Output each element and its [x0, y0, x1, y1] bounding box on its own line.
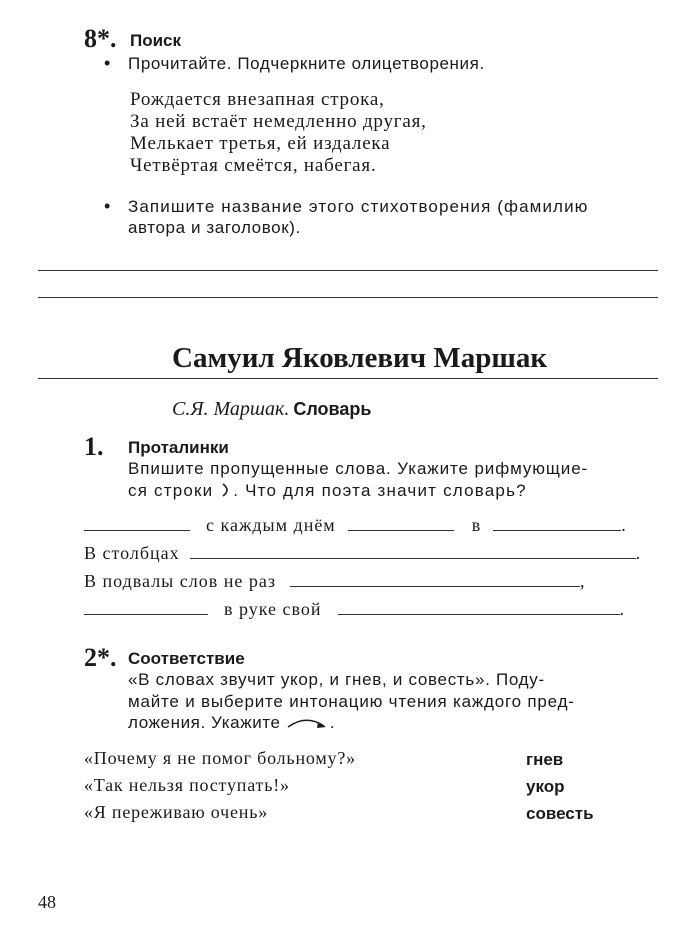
poem-line-2: За ней встаёт немедленно другая, — [130, 111, 427, 132]
answer-option-2[interactable]: укор — [526, 777, 565, 796]
task2-title: Соответствие — [128, 649, 245, 668]
task2-instruction-line3 — [128, 713, 335, 733]
task1-title: Проталинки — [128, 438, 229, 457]
fill-line-3[interactable] — [84, 571, 658, 592]
task8-title: Поиск — [130, 31, 182, 50]
fill-line-text: В подвалы слов не раз — [84, 571, 276, 591]
fill-line-punct: . — [635, 543, 642, 563]
task1-instruction-line2 — [128, 481, 527, 501]
bullet-icon: • — [104, 53, 111, 73]
task8-instruction2-line1: Запишите название этого стихотворения (фамилию — [128, 197, 589, 216]
task1-instruction-part: . Что для поэта значит словарь? — [233, 481, 527, 500]
section-divider — [38, 378, 658, 379]
fill-line-text: в руке свой — [224, 599, 322, 619]
byline-title: Словарь — [293, 399, 372, 419]
answer-option-3[interactable]: совесть — [526, 804, 594, 823]
task2-instruction-part: ложения. Укажите — [128, 713, 281, 732]
fill-line-text: с каждым днём — [206, 515, 336, 535]
fill-line-text: В столбцах — [84, 543, 180, 563]
sentence-3: «Я переживаю очень» — [84, 802, 269, 822]
sentence-1: «Почему я не помог больному?» — [84, 748, 356, 768]
task2-number: 2*. — [84, 643, 117, 672]
byline-author: С.Я. Маршак. — [172, 398, 290, 420]
task8-number: 8*. — [84, 24, 117, 53]
blank-field[interactable] — [290, 572, 580, 587]
page-number: 48 — [38, 892, 56, 912]
poem-line-3: Мелькает третья, ей издалека — [130, 133, 391, 154]
blank-field[interactable] — [348, 516, 454, 531]
fill-line-punct: . — [621, 515, 627, 535]
intonation-arrow-icon — [286, 713, 330, 732]
blank-field[interactable] — [338, 600, 620, 615]
answer-option-1[interactable]: гнев — [526, 750, 564, 769]
fill-line-1[interactable] — [84, 515, 658, 536]
task1-instruction-part: ся строки — [128, 481, 214, 500]
byline — [172, 398, 371, 421]
blank-field[interactable] — [84, 516, 190, 531]
task1-instruction-line1: Впишите пропущенные слова. Укажите рифмующие- — [128, 459, 589, 478]
fill-line-punct: , — [579, 571, 586, 591]
poem-line-4: Четвёртая смеётся, набегая. — [130, 155, 377, 176]
answer-line-2[interactable] — [38, 297, 658, 298]
task8-instruction1: Прочитайте. Подчеркните олицетворения. — [128, 54, 485, 73]
bullet-icon: • — [104, 196, 111, 216]
blank-field[interactable] — [84, 600, 208, 615]
task2-instruction-line1: «В словах звучит укор, и гнев, и совесть». Поду- — [128, 670, 545, 689]
task1-number: 1. — [84, 432, 104, 461]
blank-field[interactable] — [493, 516, 621, 531]
section-title: Самуил Яковлевич Маршак — [172, 342, 548, 374]
fill-line-text: в — [471, 515, 482, 535]
blank-field[interactable] — [190, 544, 636, 559]
fill-line-4[interactable] — [84, 599, 658, 620]
sentence-2: «Так нельзя поступать!» — [84, 775, 290, 795]
answer-line-1[interactable] — [38, 270, 658, 271]
fill-line-2[interactable] — [84, 543, 658, 564]
task8-instruction2-line2: автора и заголовок). — [128, 218, 301, 237]
task2-instruction-line2: майте и выберите интонацию чтения каждого пред- — [128, 692, 575, 711]
fill-line-punct: . — [619, 599, 626, 619]
rhyme-bracket-icon — [219, 481, 233, 500]
poem-line-1: Рождается внезапная строка, — [130, 89, 385, 110]
task2-instruction-part: . — [329, 713, 336, 732]
